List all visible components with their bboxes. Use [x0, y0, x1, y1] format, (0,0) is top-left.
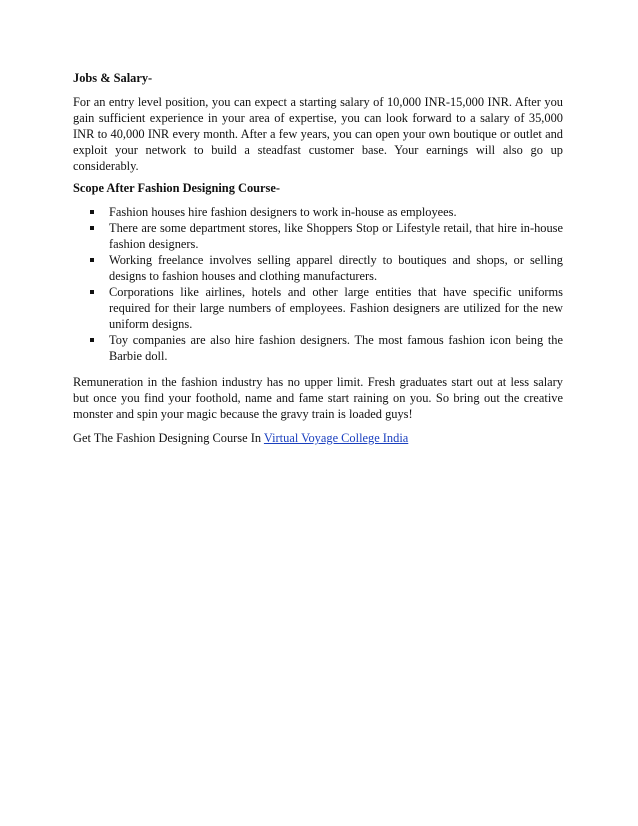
course-footer-line — [73, 430, 563, 446]
jobs-salary-paragraph: For an entry level position, you can expect a starting salary of 10,000 INR-15,000 INR. After you gain sufficient experience in your area of expertise, you can look forward to a salary of 35,000 INR to 40,000 INR every month. After a few years, you can open your own boutique or outlet and exploit your network to build a steadfast customer base. Your earnings will also go up considerably. — [73, 95, 563, 173]
bullet-icon — [90, 226, 94, 230]
list-item — [73, 252, 563, 284]
list-item — [73, 220, 563, 252]
list-item-text: There are some department stores, like Shoppers Stop or Lifestyle retail, that hire in-house fashion designers. — [109, 221, 563, 251]
document-page — [73, 70, 563, 446]
college-link[interactable]: Virtual Voyage College India — [263, 431, 409, 445]
bullet-icon — [90, 290, 94, 294]
list-item-text: Working freelance involves selling apparel directly to boutiques and shops, or selling designs to fashion houses and clothing manufacturers. — [109, 253, 563, 283]
jobs-salary-heading: Jobs & Salary- — [73, 71, 153, 85]
bullet-icon — [90, 338, 94, 342]
footer-prefix: Get The Fashion Designing Course In — [73, 431, 264, 445]
list-item-text: Toy companies are also hire fashion designers. The most famous fashion icon being the Barbie doll. — [109, 333, 563, 363]
list-item-text: Corporations like airlines, hotels and other large entities that have specific uniforms required for their large numbers of employees. Fashion designers are utilized for the new uniform designs. — [109, 285, 563, 331]
scope-heading: Scope After Fashion Designing Course- — [73, 181, 280, 195]
closing-paragraph: Remuneration in the fashion industry has no upper limit. Fresh graduates start out at less salary but once you find your foothold, name and fame start raining on you. So bring out the creative monster and spin your magic because the gravy train is loaded guys! — [73, 375, 563, 421]
bullet-icon — [90, 210, 94, 214]
list-item — [73, 332, 563, 364]
list-item — [73, 284, 563, 332]
bullet-icon — [90, 258, 94, 262]
list-item — [73, 204, 563, 220]
scope-list — [73, 204, 563, 364]
list-item-text: Fashion houses hire fashion designers to work in-house as employees. — [109, 205, 457, 219]
